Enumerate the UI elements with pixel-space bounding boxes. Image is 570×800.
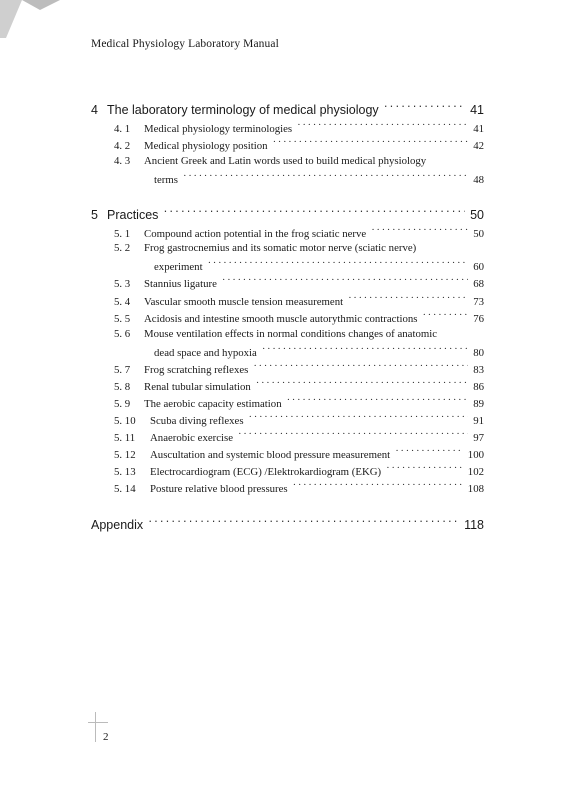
section-number: 5. 13: [114, 465, 136, 478]
section-title-continued: experiment: [154, 260, 203, 273]
page-number: 83: [473, 363, 484, 376]
section-number: 4. 1: [114, 122, 131, 135]
section-number: 5. 4: [114, 295, 131, 308]
page-number: 86: [473, 380, 484, 393]
section-title: Acidosis and intestine smooth muscle autorythmic contractions: [144, 312, 418, 325]
leader-dots: [273, 138, 469, 149]
leader-dots: [183, 172, 468, 183]
section-title: Electrocardiogram (ECG) /Elektrokardiogram (EKG): [150, 465, 382, 478]
section-number: 5. 5: [114, 312, 131, 325]
page-number: 118: [464, 517, 484, 532]
appendix-title: Appendix: [91, 517, 144, 532]
leader-dots: [384, 101, 465, 114]
crop-mark: [95, 712, 96, 742]
toc-section[interactable]: [114, 311, 484, 325]
chapter-title: Practices: [107, 207, 159, 222]
section-title: Renal tubular simulation: [144, 380, 251, 393]
toc-section[interactable]: [114, 447, 484, 461]
leader-dots: [287, 396, 469, 407]
toc-section[interactable]: [114, 242, 484, 254]
toc-chapter-5[interactable]: [91, 206, 484, 222]
section-number: 5. 7: [114, 363, 131, 376]
section-title: Medical physiology terminologies: [144, 122, 293, 135]
page-number: 108: [467, 482, 484, 495]
leader-dots: [222, 276, 468, 287]
section-title-continued: dead space and hypoxia: [154, 346, 257, 359]
page-number: 42: [473, 139, 484, 152]
leader-dots: [253, 362, 468, 373]
leader-dots: [422, 311, 468, 322]
toc-section[interactable]: [114, 464, 484, 478]
toc-section[interactable]: [114, 294, 484, 308]
toc-section-continuation[interactable]: [154, 172, 484, 186]
page-number: 41: [473, 122, 484, 135]
chapter-number: 5: [91, 207, 98, 222]
section-title: Auscultation and systemic blood pressure measurement: [150, 448, 391, 461]
page-number: 68: [473, 277, 484, 290]
toc-appendix[interactable]: [91, 516, 484, 532]
toc-section-continuation[interactable]: [154, 259, 484, 273]
section-title: Scuba diving reflexes: [150, 414, 244, 427]
section-title: Frog scratching reflexes: [144, 363, 249, 376]
crop-mark: [88, 722, 108, 723]
leader-dots: [293, 481, 463, 492]
chapter-number: 4: [91, 102, 98, 117]
section-title: Stannius ligature: [144, 277, 217, 290]
section-title-continued: terms: [154, 173, 178, 186]
page-number: 89: [473, 397, 484, 410]
leader-dots: [262, 345, 468, 356]
section-number: 5. 6: [114, 328, 131, 340]
section-number: 5. 9: [114, 397, 131, 410]
section-number: 5. 8: [114, 380, 131, 393]
section-title: Compound action potential in the frog sciatic nerve: [144, 227, 367, 240]
leader-dots: [148, 516, 459, 529]
section-title: Frog gastrocnemius and its somatic motor nerve (sciatic nerve): [144, 242, 417, 254]
toc-section[interactable]: [114, 328, 484, 340]
section-title: Anaerobic exercise: [150, 431, 234, 444]
page-number: 48: [473, 173, 484, 186]
page-number: 60: [473, 260, 484, 273]
page-number: 91: [473, 414, 484, 427]
section-title: Vascular smooth muscle tension measurement: [144, 295, 344, 308]
section-number: 5. 12: [114, 448, 136, 461]
toc-section[interactable]: [114, 138, 484, 152]
page-number: 73: [473, 295, 484, 308]
page-number: 102: [467, 465, 484, 478]
toc-section[interactable]: [114, 362, 484, 376]
section-number: 5. 10: [114, 414, 136, 427]
section-number: 4. 3: [114, 155, 131, 167]
section-number: 5. 2: [114, 242, 131, 254]
leader-dots: [386, 464, 463, 475]
section-title: Ancient Greek and Latin words used to build medical physiology: [144, 155, 427, 167]
page-number-footer: 2: [103, 731, 109, 743]
chapter-title: The laboratory terminology of medical physiology: [107, 102, 379, 117]
leader-dots: [249, 413, 469, 424]
leader-dots: [297, 121, 468, 132]
section-title: Posture relative blood pressures: [150, 482, 288, 495]
toc-section[interactable]: [114, 226, 484, 240]
leader-dots: [348, 294, 468, 305]
toc-chapter-4[interactable]: [91, 101, 484, 117]
leader-dots: [371, 226, 468, 237]
section-number: 5. 3: [114, 277, 131, 290]
leader-dots: [238, 430, 468, 441]
toc-section[interactable]: [114, 155, 484, 167]
leader-dots: [163, 206, 465, 219]
page-number: 50: [473, 227, 484, 240]
section-number: 5. 1: [114, 227, 131, 240]
section-title: Mouse ventilation effects in normal conditions changes of anatomic: [144, 328, 438, 340]
page-number: 97: [473, 431, 484, 444]
corner-decoration: [0, 0, 60, 40]
page-number: 76: [473, 312, 484, 325]
toc-section[interactable]: [114, 481, 484, 495]
section-number: 5. 14: [114, 482, 136, 495]
leader-dots: [395, 447, 463, 458]
section-number: 5. 11: [114, 431, 136, 444]
toc-section[interactable]: [114, 379, 484, 393]
toc-section[interactable]: [114, 121, 484, 135]
toc-section[interactable]: [114, 413, 484, 427]
toc-section-continuation[interactable]: [154, 345, 484, 359]
running-head: Medical Physiology Laboratory Manual: [91, 38, 279, 50]
page-number: 100: [467, 448, 484, 461]
toc-section[interactable]: [114, 276, 484, 290]
section-title: The aerobic capacity estimation: [144, 397, 282, 410]
page-number: 50: [470, 207, 484, 222]
section-number: 4. 2: [114, 139, 131, 152]
page-number: 41: [470, 102, 484, 117]
toc-section[interactable]: [114, 396, 484, 410]
page-number: 80: [473, 346, 484, 359]
toc-section[interactable]: [114, 430, 484, 444]
leader-dots: [256, 379, 468, 390]
section-title: Medical physiology position: [144, 139, 268, 152]
leader-dots: [208, 259, 469, 270]
